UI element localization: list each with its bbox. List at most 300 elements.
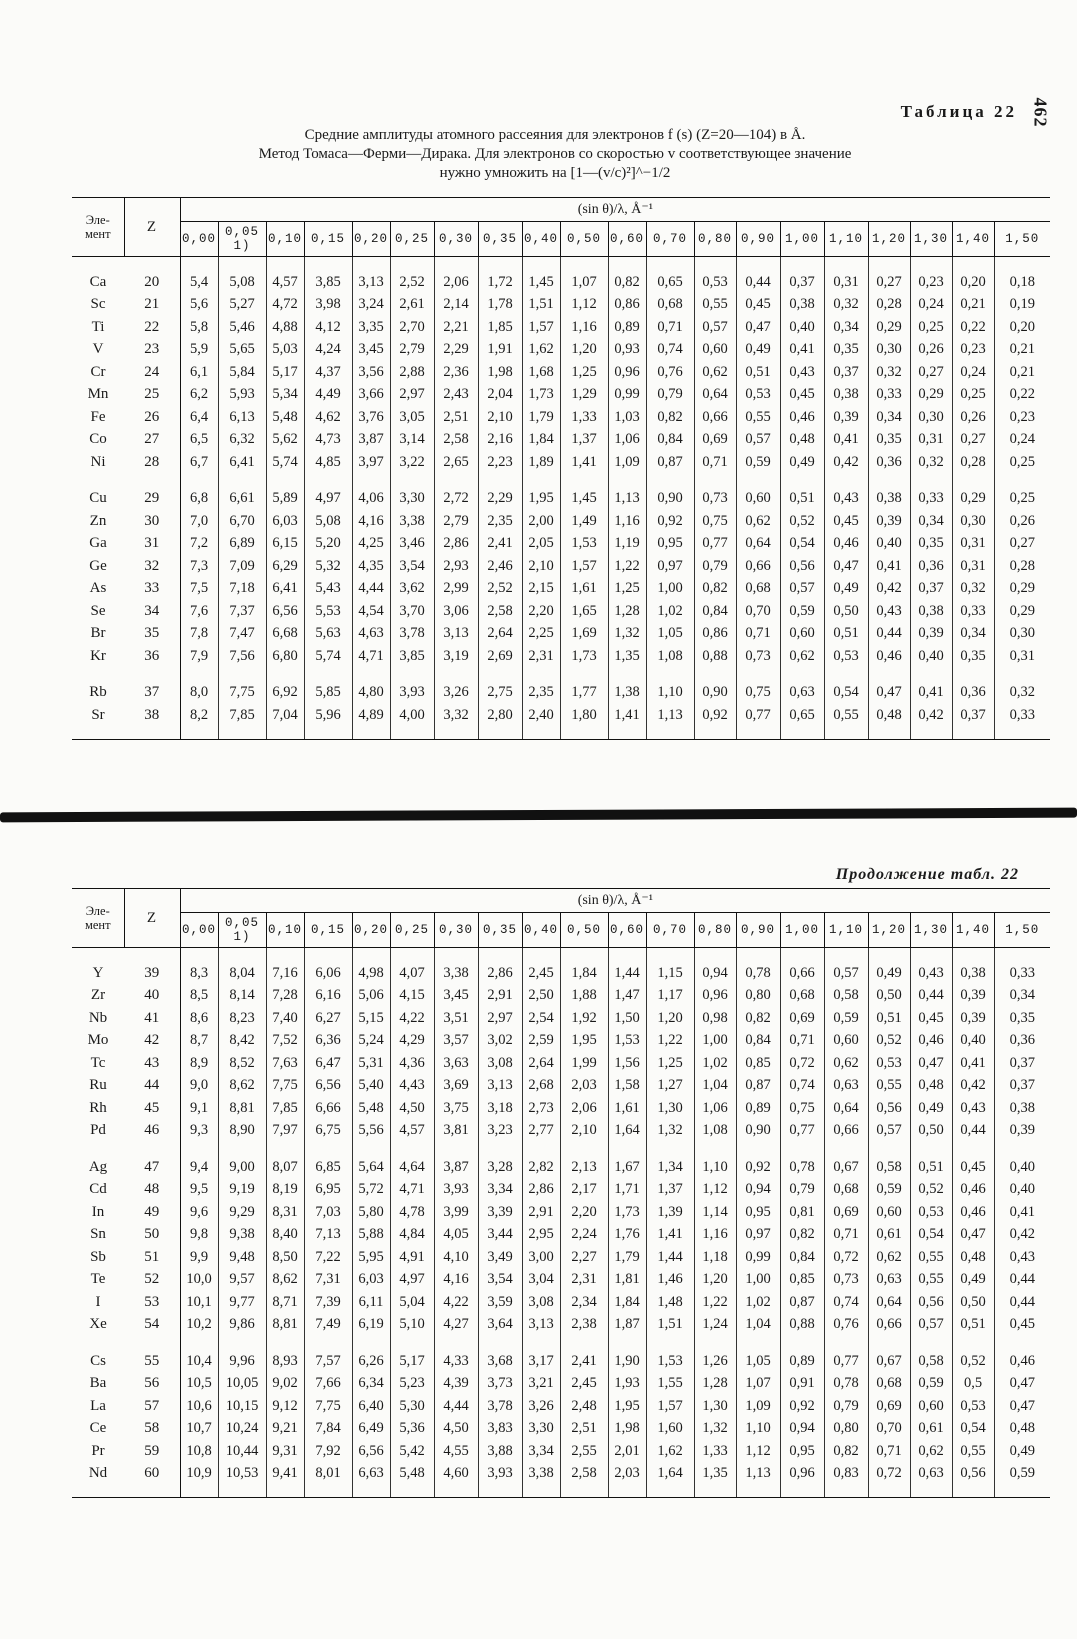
table-row [72, 645, 1050, 668]
scattering-value: 5,8 [180, 316, 218, 339]
scattering-value: 0,51 [780, 488, 824, 511]
scattering-value: 1,13 [608, 488, 646, 511]
scattering-value: 0,48 [868, 704, 910, 727]
atomic-number: 60 [124, 1463, 180, 1486]
table-label: Таблица 22 [900, 102, 1017, 121]
scattering-value: 4,35 [352, 555, 390, 578]
scattering-value: 8,14 [218, 985, 266, 1008]
scattering-value: 0,37 [952, 704, 994, 727]
scattering-value: 3,87 [434, 1156, 478, 1179]
scattering-value: 3,44 [478, 1224, 522, 1247]
scattering-value: 4,05 [434, 1224, 478, 1247]
scattering-value: 3,63 [434, 1052, 478, 1075]
scattering-value: 6,63 [352, 1463, 390, 1486]
s-value-header: 0,05 1) [218, 913, 266, 948]
scattering-value: 0,92 [694, 704, 736, 727]
s-value-header: 0,20 [352, 913, 390, 948]
scattering-value: 0,87 [780, 1291, 824, 1314]
scattering-value: 4,00 [390, 704, 434, 727]
scattering-value: 0,93 [608, 339, 646, 362]
table-row [72, 1440, 1050, 1463]
scattering-value: 2,15 [522, 578, 560, 601]
element-symbol: Te [90, 1271, 106, 1288]
scattering-value: 9,57 [218, 1269, 266, 1292]
scattering-value: 1,61 [608, 1097, 646, 1120]
scattering-value: 10,5 [180, 1373, 218, 1396]
scattering-value: 0,87 [646, 451, 694, 474]
scattering-value: 2,27 [560, 1246, 608, 1269]
scattering-value: 0,47 [736, 316, 780, 339]
scattering-value: 0,80 [736, 985, 780, 1008]
scattering-value: 3,56 [352, 361, 390, 384]
scattering-value: 1,57 [646, 1395, 694, 1418]
scattering-value: 4,73 [304, 429, 352, 452]
scattering-value: 0,46 [868, 645, 910, 668]
scattering-value: 6,16 [304, 985, 352, 1008]
table-row [72, 361, 1050, 384]
scattering-value: 0,35 [910, 533, 952, 556]
scattering-value: 1,00 [736, 1269, 780, 1292]
scattering-value: 0,50 [824, 600, 868, 623]
scattering-value: 4,37 [304, 361, 352, 384]
scattering-value: 0,59 [780, 600, 824, 623]
scattering-value: 3,08 [478, 1052, 522, 1075]
scattering-value: 2,86 [478, 962, 522, 985]
scattering-value: 0,27 [1009, 535, 1035, 552]
scattering-value: 0,44 [1009, 1293, 1035, 1310]
scattering-value: 3,68 [478, 1350, 522, 1373]
scattering-value: 6,41 [266, 578, 304, 601]
scattering-value: 4,44 [352, 578, 390, 601]
scattering-value: 5,46 [218, 316, 266, 339]
scattering-value: 1,22 [646, 1030, 694, 1053]
scattering-value: 3,39 [478, 1201, 522, 1224]
scattering-value: 5,9 [180, 339, 218, 362]
scattering-value: 7,04 [266, 704, 304, 727]
scattering-value: 1,62 [646, 1440, 694, 1463]
scattering-value: 2,88 [390, 361, 434, 384]
scattering-value: 0,39 [868, 510, 910, 533]
scattering-value: 0,20 [952, 271, 994, 294]
scattering-value: 1,00 [694, 1030, 736, 1053]
scattering-value: 0,24 [952, 361, 994, 384]
scattering-value: 0,34 [1009, 987, 1035, 1004]
scattering-value: 3,66 [352, 384, 390, 407]
scattering-value: 1,46 [646, 1269, 694, 1292]
scattering-value: 1,81 [608, 1269, 646, 1292]
scattering-value: 0,94 [736, 1179, 780, 1202]
scattering-value: 1,32 [646, 1120, 694, 1143]
scattering-value: 0,49 [952, 1269, 994, 1292]
scattering-value: 1,37 [560, 429, 608, 452]
scattering-value: 1,30 [646, 1097, 694, 1120]
scattering-value: 2,51 [560, 1418, 608, 1441]
scattering-value: 0,48 [780, 429, 824, 452]
scattering-value: 3,76 [352, 406, 390, 429]
scattering-value: 0,60 [824, 1030, 868, 1053]
scattering-value: 3,85 [390, 645, 434, 668]
table-body [72, 257, 1050, 740]
scattering-value: 0,19 [1009, 296, 1035, 313]
scattering-value: 0,85 [780, 1269, 824, 1292]
table-row [72, 1007, 1050, 1030]
scattering-value: 5,36 [390, 1418, 434, 1441]
scattering-value: 1,25 [608, 578, 646, 601]
scattering-value: 1,10 [646, 682, 694, 705]
scattering-value: 4,97 [304, 488, 352, 511]
scattering-value: 0,65 [780, 704, 824, 727]
scattering-value: 1,32 [608, 623, 646, 646]
scattering-value: 5,42 [390, 1440, 434, 1463]
scattering-value: 9,19 [218, 1179, 266, 1202]
scattering-value: 3,51 [434, 1007, 478, 1030]
scattering-value: 0,99 [608, 384, 646, 407]
scattering-value: 1,45 [560, 488, 608, 511]
scattering-value: 7,37 [218, 600, 266, 623]
scattering-value: 0,52 [910, 1179, 952, 1202]
scattering-value: 2,17 [560, 1179, 608, 1202]
scattering-value: 1,34 [646, 1156, 694, 1179]
table-row [72, 1179, 1050, 1202]
scattering-value: 0,32 [824, 294, 868, 317]
scattering-value: 4,15 [390, 985, 434, 1008]
scattering-value: 0,90 [694, 682, 736, 705]
scattering-value: 0,59 [1009, 1465, 1035, 1482]
scattering-value: 0,24 [910, 294, 952, 317]
scattering-value: 10,8 [180, 1440, 218, 1463]
scattering-value: 0,92 [780, 1395, 824, 1418]
scattering-value: 0,66 [694, 406, 736, 429]
table-row [72, 1269, 1050, 1292]
scattering-value: 0,41 [824, 429, 868, 452]
scattering-value: 1,51 [522, 294, 560, 317]
scattering-value: 0,50 [868, 985, 910, 1008]
scattering-value: 8,31 [266, 1201, 304, 1224]
scattering-value: 0,37 [910, 578, 952, 601]
atomic-number: 42 [124, 1030, 180, 1053]
scattering-value: 7,47 [218, 623, 266, 646]
scattering-value: 1,33 [560, 406, 608, 429]
scattering-value: 3,99 [434, 1201, 478, 1224]
scattering-value: 10,9 [180, 1463, 218, 1486]
scattering-value: 8,93 [266, 1350, 304, 1373]
scattering-value: 0,59 [736, 451, 780, 474]
table-row [72, 316, 1050, 339]
scattering-value: 4,89 [352, 704, 390, 727]
scattering-value: 0,80 [824, 1418, 868, 1441]
scattering-value: 0,47 [868, 682, 910, 705]
scattering-value: 0,34 [868, 406, 910, 429]
scattering-value: 6,8 [180, 488, 218, 511]
table-row [72, 429, 1050, 452]
atomic-number: 22 [124, 316, 180, 339]
scattering-value: 1,71 [608, 1179, 646, 1202]
scattering-value: 0,62 [694, 361, 736, 384]
scattering-value: 2,41 [478, 533, 522, 556]
scattering-value: 3,06 [434, 600, 478, 623]
scattering-value: 0,45 [780, 384, 824, 407]
scattering-value: 0,24 [1009, 431, 1035, 448]
scattering-value: 1,53 [608, 1030, 646, 1053]
scattering-value: 0,46 [824, 533, 868, 556]
scattering-value: 2,97 [478, 1007, 522, 1030]
scattering-value: 0,95 [646, 533, 694, 556]
scattering-value: 0,64 [868, 1291, 910, 1314]
scattering-value: 5,15 [352, 1007, 390, 1030]
scattering-value: 0,58 [824, 985, 868, 1008]
scattering-value: 8,2 [180, 704, 218, 727]
scattering-value: 1,95 [522, 488, 560, 511]
scattering-value: 3,18 [478, 1097, 522, 1120]
scattering-value: 10,6 [180, 1395, 218, 1418]
scattering-value: 6,70 [218, 510, 266, 533]
scattering-value: 0,96 [694, 985, 736, 1008]
atomic-number: 28 [124, 451, 180, 474]
scattering-value: 0,45 [952, 1156, 994, 1179]
z-header: Z [124, 198, 180, 257]
scattering-value: 0,77 [780, 1120, 824, 1143]
scattering-value: 1,02 [646, 600, 694, 623]
scattering-value: 5,96 [304, 704, 352, 727]
scattering-value: 5,72 [352, 1179, 390, 1202]
scattering-value: 0,29 [868, 316, 910, 339]
scattering-value: 0,69 [824, 1201, 868, 1224]
scattering-value: 2,04 [478, 384, 522, 407]
scattering-value: 1,41 [608, 704, 646, 727]
scattering-value: 0,30 [952, 510, 994, 533]
scattering-value: 3,13 [478, 1075, 522, 1098]
s-value-header: 0,50 [560, 913, 608, 948]
scattering-value: 0,73 [736, 645, 780, 668]
atomic-number: 40 [124, 985, 180, 1008]
scattering-value: 0,59 [868, 1179, 910, 1202]
scattering-value: 4,25 [352, 533, 390, 556]
scattering-value: 1,44 [608, 962, 646, 985]
scattering-value: 9,96 [218, 1350, 266, 1373]
scattering-value: 0,82 [824, 1440, 868, 1463]
scattering-value: 0,41 [910, 682, 952, 705]
scattering-value: 9,00 [218, 1156, 266, 1179]
scattering-value: 1,05 [736, 1350, 780, 1373]
scattering-value: 1,25 [560, 361, 608, 384]
scattering-value: 0,49 [824, 578, 868, 601]
scattering-value: 7,97 [266, 1120, 304, 1143]
scattering-value: 2,23 [478, 451, 522, 474]
scattering-value: 0,55 [736, 406, 780, 429]
scattering-value: 0,39 [824, 406, 868, 429]
scattering-value: 0,57 [910, 1314, 952, 1337]
scattering-value: 0,43 [952, 1097, 994, 1120]
element-symbol: Rb [89, 684, 107, 701]
scattering-value: 0,23 [952, 339, 994, 362]
s-value-header: 0,15 [304, 222, 352, 257]
scattering-value: 1,84 [560, 962, 608, 985]
scattering-value: 9,8 [180, 1224, 218, 1247]
scattering-value: 0,71 [646, 316, 694, 339]
table-row [72, 294, 1050, 317]
scattering-value: 2,59 [522, 1030, 560, 1053]
scattering-value: 0,22 [952, 316, 994, 339]
scattering-value: 0,76 [824, 1314, 868, 1337]
scattering-value: 0,20 [1009, 318, 1035, 335]
scattering-value: 1,20 [694, 1269, 736, 1292]
scattering-value: 1,53 [560, 533, 608, 556]
atomic-number: 57 [124, 1395, 180, 1418]
scattering-value: 1,09 [736, 1395, 780, 1418]
scattering-value: 0,79 [824, 1395, 868, 1418]
page-divider [0, 808, 1077, 823]
scattering-value: 0,94 [694, 962, 736, 985]
scattering-value: 4,50 [434, 1418, 478, 1441]
scattering-value: 0,55 [910, 1246, 952, 1269]
scattering-value: 0,52 [952, 1350, 994, 1373]
table-end-rule [72, 727, 1050, 740]
scattering-value: 0,78 [824, 1373, 868, 1396]
scattering-value: 0,82 [608, 271, 646, 294]
scattering-value: 3,87 [352, 429, 390, 452]
scattering-value: 0,69 [780, 1007, 824, 1030]
scattering-value: 1,67 [608, 1156, 646, 1179]
scattering-value: 1,92 [560, 1007, 608, 1030]
scattering-value: 1,00 [646, 578, 694, 601]
scattering-value: 0,31 [1009, 647, 1035, 664]
atomic-number: 33 [124, 578, 180, 601]
scattering-value: 5,17 [390, 1350, 434, 1373]
scattering-value: 8,9 [180, 1052, 218, 1075]
scattering-value: 5,06 [352, 985, 390, 1008]
span-header: (sin θ)/λ, Å⁻¹ [180, 198, 1050, 222]
scattering-value: 3,73 [478, 1373, 522, 1396]
scattering-value: 0,60 [868, 1201, 910, 1224]
scattering-value: 4,71 [352, 645, 390, 668]
s-value-header: 0,90 [736, 913, 780, 948]
scattering-value: 4,62 [304, 406, 352, 429]
scattering-value: 0,40 [1009, 1158, 1035, 1175]
scattering-value: 7,03 [304, 1201, 352, 1224]
scattering-value: 2,16 [478, 429, 522, 452]
scattering-value: 0,40 [868, 533, 910, 556]
scattering-value: 1,88 [560, 985, 608, 1008]
scattering-value: 0,39 [910, 623, 952, 646]
scattering-value: 2,91 [522, 1201, 560, 1224]
scattering-value: 4,71 [390, 1179, 434, 1202]
scattering-value: 0,76 [646, 361, 694, 384]
table-row [72, 600, 1050, 623]
scattering-value: 1,89 [522, 451, 560, 474]
scattering-value: 1,98 [478, 361, 522, 384]
s-value-header: 0,15 [304, 913, 352, 948]
s-value-header: 0,25 [390, 222, 434, 257]
scattering-value: 0,43 [910, 962, 952, 985]
scattering-value: 0,92 [646, 510, 694, 533]
group-spacer [72, 948, 1050, 963]
scattering-value: 3,04 [522, 1269, 560, 1292]
scattering-value: 4,57 [390, 1120, 434, 1143]
scattering-value: 3,78 [390, 623, 434, 646]
scattering-value: 4,22 [434, 1291, 478, 1314]
scattering-value: 8,42 [218, 1030, 266, 1053]
scattering-value: 1,47 [608, 985, 646, 1008]
scattering-value: 0,37 [780, 271, 824, 294]
element-symbol: Cr [90, 363, 106, 380]
scattering-value: 0,52 [780, 510, 824, 533]
scattering-value: 0,53 [910, 1201, 952, 1224]
s-value-header: 1,00 [780, 222, 824, 257]
scattering-value: 6,32 [218, 429, 266, 452]
scattering-value: 0,84 [736, 1030, 780, 1053]
scattering-value: 2,68 [522, 1075, 560, 1098]
scattering-value: 3,88 [478, 1440, 522, 1463]
scattering-value: 0,96 [780, 1463, 824, 1486]
scattering-value: 0,79 [694, 555, 736, 578]
scattering-value: 0,43 [780, 361, 824, 384]
s-value-header: 0,30 [434, 913, 478, 948]
scattering-value: 6,89 [218, 533, 266, 556]
scattering-value: 4,39 [434, 1373, 478, 1396]
scattering-value: 0,22 [1009, 386, 1035, 403]
scattering-value: 6,85 [304, 1156, 352, 1179]
scattering-value: 5,74 [304, 645, 352, 668]
scattering-value: 0,31 [952, 533, 994, 556]
scattering-value: 4,64 [390, 1156, 434, 1179]
scattering-value: 0,63 [868, 1269, 910, 1292]
scattering-value: 9,29 [218, 1201, 266, 1224]
scattering-value: 3,14 [390, 429, 434, 452]
table-row [72, 1418, 1050, 1441]
scattering-value: 0,51 [910, 1156, 952, 1179]
scattering-value: 2,14 [434, 294, 478, 317]
atomic-number: 27 [124, 429, 180, 452]
scattering-value: 7,2 [180, 533, 218, 556]
scattering-value: 0,41 [1009, 1203, 1035, 1220]
scattering-value: 6,11 [352, 1291, 390, 1314]
scattering-value: 0,72 [868, 1463, 910, 1486]
s-value-header: 1,10 [824, 222, 868, 257]
atomic-number: 53 [124, 1291, 180, 1314]
scattering-value: 2,48 [560, 1395, 608, 1418]
scattering-value: 0,62 [910, 1440, 952, 1463]
scattering-value: 2,20 [522, 600, 560, 623]
scattering-value: 7,0 [180, 510, 218, 533]
atomic-number: 24 [124, 361, 180, 384]
scattering-value: 0,99 [736, 1246, 780, 1269]
scattering-value: 0,34 [952, 623, 994, 646]
scattering-value: 1,07 [560, 271, 608, 294]
scattering-value: 2,41 [560, 1350, 608, 1373]
scattering-value: 0,60 [694, 339, 736, 362]
scattering-value: 2,31 [560, 1269, 608, 1292]
scattering-value: 5,53 [304, 600, 352, 623]
page-number: 462 [1030, 97, 1051, 128]
scattering-value: 2,99 [434, 578, 478, 601]
scattering-value: 3,05 [390, 406, 434, 429]
scattering-value: 0,54 [824, 682, 868, 705]
scattering-value: 2,52 [478, 578, 522, 601]
scattering-value: 7,75 [266, 1075, 304, 1098]
scattering-value: 0,97 [736, 1224, 780, 1247]
scattering-value: 1,35 [694, 1463, 736, 1486]
scattering-value: 0,23 [1009, 408, 1035, 425]
scattering-value: 0,72 [824, 1246, 868, 1269]
scattering-value: 0,97 [646, 555, 694, 578]
scattering-value: 3,19 [434, 645, 478, 668]
scattering-value: 5,03 [266, 339, 304, 362]
s-value-header: 1,30 [910, 222, 952, 257]
scattering-value: 0,82 [736, 1007, 780, 1030]
scattering-value: 6,80 [266, 645, 304, 668]
scattering-value: 0,31 [910, 429, 952, 452]
scattering-value: 0,38 [780, 294, 824, 317]
